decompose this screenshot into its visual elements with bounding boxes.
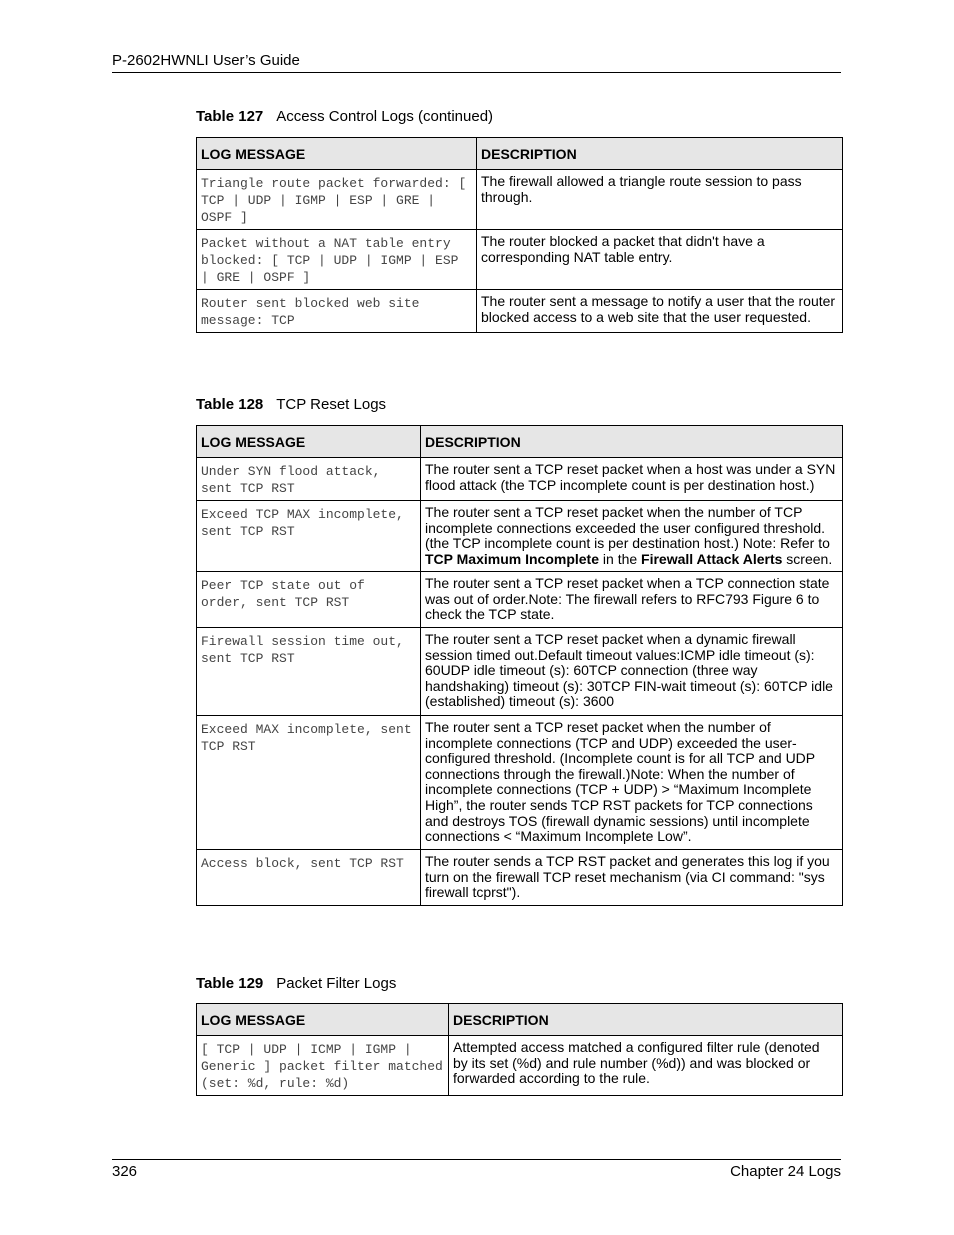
description-text: screen. bbox=[782, 550, 833, 567]
log-message-header: LOG MESSAGE bbox=[197, 426, 421, 458]
log-message-cell: [ TCP | UDP | ICMP | IGMP | Generic ] packet filter matched (set: %d, rule: %d) bbox=[197, 1036, 449, 1096]
table-row bbox=[197, 290, 843, 333]
log-message-cell: Exceed TCP MAX incomplete, sent TCP RST bbox=[197, 501, 421, 572]
table-129-title: Packet Filter Logs bbox=[276, 975, 397, 992]
packet-filter-logs-table bbox=[196, 1003, 843, 1096]
table-header-row bbox=[197, 1004, 843, 1036]
table-row bbox=[197, 850, 843, 906]
description-cell: The router sent a TCP reset packet when a dynamic firewall session timed out.Default timeout values:ICMP idle timeout (s): 60UDP idle timeout (s): 60TCP connection (three way handshaking) timeout (s): 30TCP FIN-wait timeout (s): 60TCP idle (established) timeout (s): 3600 bbox=[421, 628, 843, 716]
table-row bbox=[197, 1036, 843, 1096]
log-message-cell: Triangle route packet forwarded: [ TCP | UDP | IGMP | ESP | GRE | OSPF ] bbox=[197, 170, 477, 230]
log-message-cell: Firewall session time out, sent TCP RST bbox=[197, 628, 421, 716]
table-127-number: Table 127 bbox=[196, 108, 264, 125]
guide-title: P-2602HWNLI User’s Guide bbox=[112, 52, 300, 69]
description-header: DESCRIPTION bbox=[421, 426, 843, 458]
log-message-cell: Peer TCP state out of order, sent TCP RST bbox=[197, 572, 421, 628]
log-message-header: LOG MESSAGE bbox=[197, 1004, 449, 1036]
description-cell: The router sent a TCP reset packet when a TCP connection state was out of order.Note: The firewall refers to RFC793 Figure 6 to check the TCP state. bbox=[421, 572, 843, 628]
description-cell: The router sent a TCP reset packet when a host was under a SYN flood attack (the TCP incomplete count is per destination host.) bbox=[421, 458, 843, 501]
table-row bbox=[197, 501, 843, 572]
description-text: in the bbox=[599, 550, 642, 567]
table-row bbox=[197, 170, 843, 230]
log-message-cell: Under SYN flood attack, sent TCP RST bbox=[197, 458, 421, 501]
log-message-cell: Access block, sent TCP RST bbox=[197, 850, 421, 906]
tcp-maximum-incomplete-term: TCP Maximum Incomplete bbox=[425, 550, 600, 567]
description-cell: The firewall allowed a triangle route session to pass through. bbox=[477, 170, 843, 230]
page-number: 326 bbox=[112, 1163, 138, 1180]
page-footer bbox=[112, 1159, 841, 1180]
table-header-row bbox=[197, 426, 843, 458]
table-128-title: TCP Reset Logs bbox=[276, 396, 387, 413]
table-row bbox=[197, 716, 843, 850]
table-row bbox=[197, 628, 843, 716]
description-cell: The router sent a message to notify a user that the router blocked access to a web site that the user requested. bbox=[477, 290, 843, 333]
table-127-title: Access Control Logs (continued) bbox=[276, 108, 494, 125]
table-128-number: Table 128 bbox=[196, 396, 264, 413]
description-header: DESCRIPTION bbox=[477, 138, 843, 170]
chapter-label: Chapter 24 Logs bbox=[730, 1163, 841, 1180]
access-control-logs-table bbox=[196, 137, 843, 333]
table-row bbox=[197, 230, 843, 290]
description-cell: The router blocked a packet that didn't have a corresponding NAT table entry. bbox=[477, 230, 843, 290]
description-cell: The router sends a TCP RST packet and generates this log if you turn on the firewall TCP reset mechanism (via CI command: "sys firewall tcprst"). bbox=[421, 850, 843, 906]
firewall-attack-alerts-term: Firewall Attack Alerts bbox=[641, 550, 783, 567]
description-text: The router sent a TCP reset packet when the number of TCP incomplete connections exceeded the user configured threshold. (the TCP incomplete count is per destination host.) Note: Refer to bbox=[425, 504, 830, 552]
log-message-cell: Exceed MAX incomplete, sent TCP RST bbox=[197, 716, 421, 850]
log-message-header: LOG MESSAGE bbox=[197, 138, 477, 170]
description-cell: Attempted access matched a configured filter rule (denoted by its set (%d) and rule number (%d)) and was blocked or forwarded according to the rule. bbox=[449, 1036, 843, 1096]
log-message-cell: Router sent blocked web site message: TCP bbox=[197, 290, 477, 333]
description-cell: The router sent a TCP reset packet when the number of incomplete connections (TCP and UDP) exceeded the user-configured threshold. (Incomplete count is for all TCP and UDP connections through the firewall.)Note: When the number of incomplete connections (TCP + UDP) > “Maximum Incomplete High”, the router sends TCP RST packets for TCP connections and destroys TOS (firewall dynamic sessions) until incomplete connections < “Maximum Incomplete Low”. bbox=[421, 716, 843, 850]
table-row bbox=[197, 572, 843, 628]
tcp-reset-logs-table bbox=[196, 425, 843, 906]
table-128-caption bbox=[196, 396, 386, 414]
description-cell bbox=[421, 501, 843, 572]
description-header: DESCRIPTION bbox=[449, 1004, 843, 1036]
page-header bbox=[112, 52, 841, 73]
log-message-cell: Packet without a NAT table entry blocked: [ TCP | UDP | IGMP | ESP | GRE | OSPF ] bbox=[197, 230, 477, 290]
table-129-caption bbox=[196, 975, 396, 993]
table-row bbox=[197, 458, 843, 501]
table-129-number: Table 129 bbox=[196, 975, 264, 992]
table-header-row bbox=[197, 138, 843, 170]
table-127-caption bbox=[196, 108, 493, 126]
